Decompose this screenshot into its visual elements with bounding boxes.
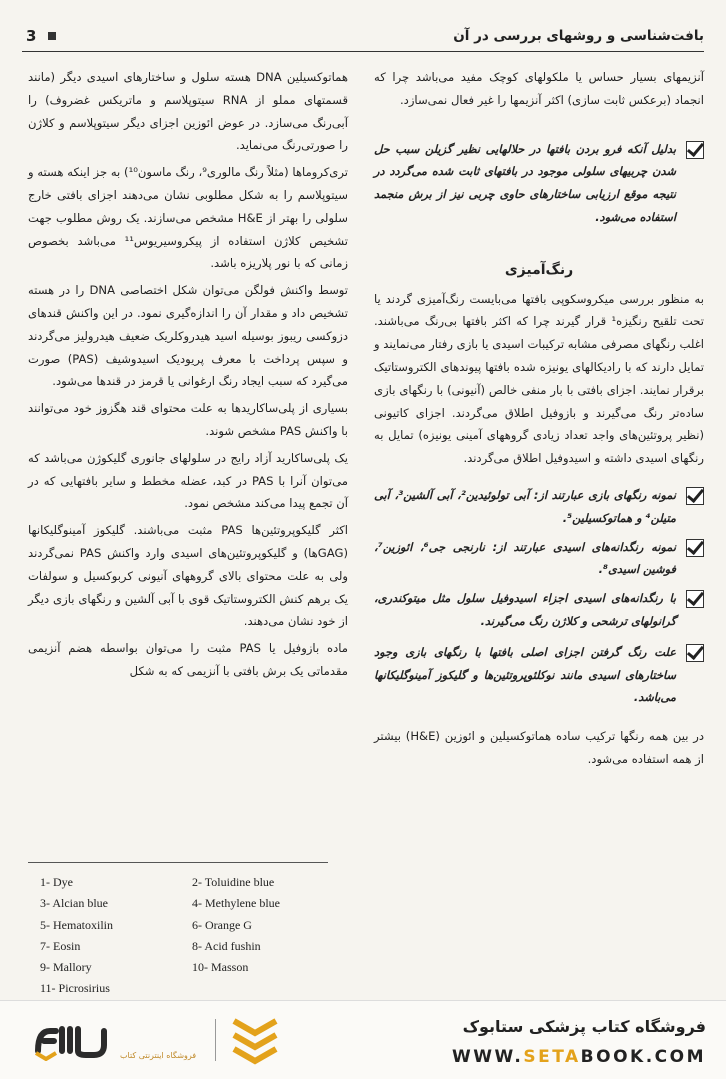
- page-number: 3: [26, 27, 37, 45]
- page-header: [22, 22, 704, 52]
- callout-text: بدلیل آنکه فرو بردن بافتها در حلالهایی نظیر گزیلن سبب حل شدن چربیهای سلولی موجود در بافتهای ثابت شده می‌گردد در نتیجه موقع ارزیابی ساختارهای حاوی چربی نیز از برش منجمد استفاده می‌شود.: [374, 141, 676, 224]
- footnote: 7- Eosin: [40, 938, 81, 953]
- paragraph: تری‌کروماها (مثلاً رنگ مالوری⁹، رنگ ماسون¹⁰) به جز اینکه هسته و سیتوپلاسم را به شکل مطلوبی نشان می‌دهند اجزای بافتی خارج سلولی را بهتر از H&E مشخص می‌سازند. یک روش مطلوب جهت تشخیص کلاژن استفاده از پیکروسیریوس¹¹ می‌باشد بخصوص زمانی که با نور پلاریزه باشد.: [28, 165, 349, 271]
- footnote: 9- Mallory: [40, 960, 92, 975]
- url-highlight: SETA: [523, 1047, 581, 1067]
- footnote: 3- Alcian blue: [40, 896, 108, 911]
- checkbox-icon: [686, 487, 704, 505]
- footnote: 2- Toluidine blue: [192, 875, 275, 889]
- checkbox-icon: [686, 141, 704, 159]
- paragraph: در بین همه رنگها ترکیب ساده هماتوکسیلین و ائوزین (H&E) بیشتر از همه استفاده می‌شود.: [374, 729, 704, 766]
- url-prefix: WWW.: [452, 1047, 524, 1067]
- paragraph: آنزیمهای بسیار حساس یا ملکولهای کوچک مفید می‌باشد چرا که انجماد (برعکس ثابت سازی) اکثر آنزیمها را غیر فعال نمی‌سازد.: [374, 70, 704, 107]
- footnote: 8- Acid fushin: [192, 938, 261, 953]
- banner-divider: [215, 1019, 216, 1061]
- paragraph: یک پلی‌ساکارید آزاد رایج در سلولهای جانوری گلیکوژن می‌باشد که می‌توان آنرا با PAS در کبد، عضله مخطط و سایر بافتهایی که در آن تجمع پیدا می‌کند مشخص نمود.: [28, 450, 348, 511]
- setabook-logo-icon: [34, 1021, 110, 1061]
- logo-subtitle: فروشگاه اینترنتی کتاب: [120, 1051, 197, 1060]
- left-column: [28, 66, 348, 687]
- footnote: 5- Hematoxilin: [40, 917, 113, 932]
- footnotes-odd: [40, 872, 113, 1000]
- paragraph: ماده بازوفیل یا PAS مثبت را می‌توان بواسطه هضم آنزیمی مقدماتی یک برش بافتی با آنزیمی که به شکل: [28, 641, 348, 678]
- paragraph: بسیاری از پلی‌ساکاریدها به علت محتوای قند هگزوز خود می‌توانند با واکنش PAS مشخص شوند.: [28, 401, 348, 438]
- callout-text: علت رنگ گرفتن اجزای اصلی بافتها با رنگهای بازی وجود ساختارهای اسیدی مانند نوکلئوپروتئین‌ها و گلیکوز آمینوگلیکانها می‌باشد.: [374, 644, 676, 705]
- footnote: 10- Masson: [192, 960, 249, 975]
- callout-note: [374, 484, 704, 530]
- callout-text: با رنگدانه‌های اسیدی اجزاء اسیدوفیل سلول مثل میتوکندری، گرانولهای ترشحی و کلاژن رنگ می‌گیرند.: [374, 591, 676, 628]
- store-banner[interactable]: [0, 1000, 726, 1079]
- paragraph: اکثر گلیکوپروتئین‌ها PAS مثبت می‌باشند. گلیکوز آمینوگلیکانها (GAGها) و گلیکوپروتئین‌های اسیدی وارد واکنش PAS نمی‌گردند ولی به علت محتوای بالای گروههای آنیونی کربوکسیل و سولفات یک برهم کنش الکتروستاتیک قوی با آبی آلشین و رنگهای بازی دیگر از خود نشان می‌دهند.: [28, 523, 348, 629]
- right-column: [374, 66, 704, 775]
- callout-text: نمونه رنگدانه‌های اسیدی عبارتند از: نارنجی جی⁶، ائوزین⁷، فوشین اسیدی⁸.: [374, 539, 677, 577]
- chevron-logo-icon: [230, 1015, 280, 1067]
- paragraph: هماتوکسیلین DNA هسته سلول و ساختارهای اسیدی دیگر (مانند قسمتهای مملو از RNA سیتوپلاسم و ماتریکس غضروف) را آبی‌رنگ می‌سازد. در عوض ائوزین اجزای دیگر سیتوپلاسم و کلاژن را صورتی‌رنگ می‌نماید.: [28, 70, 348, 153]
- paragraph: توسط واکنش فولگن می‌توان شکل اختصاصی DNA را در هسته تشخیص داد و مقدار آن را اندازه‌گیری نمود. در این واکنش قندهای دزوکسی ریبوز بوسیله اسید هیدروکلریک ضعیف هیدرولیز می‌گردند و سپس پرداخت با معرف پریودیک اسیدوشیف (PAS) صورت می‌گیرد که سبب ایجاد رنگ ارغوانی یا قرمز در قندها می‌شود.: [28, 283, 348, 389]
- section-title: رنگ‌آمیزی: [504, 261, 574, 278]
- footnote: 1- Dye: [40, 875, 73, 889]
- callout-note: [374, 641, 704, 709]
- footnote: 11- Picrosirius: [40, 981, 110, 996]
- footnote: 6- Orange G: [192, 917, 252, 932]
- footnotes-even: [192, 872, 280, 978]
- paragraph: به منظور بررسی میکروسکوپی بافتها می‌بایست رنگ‌آمیزی گردند یا تحت تلقیح رنگیزه¹ قرار گیرند چرا که اکثر بافتها بی‌رنگ می‌باشند. اغلب رنگهای مصرفی مشابه ترکیبات اسیدی یا بازی رفتار می‌نمایند و تمایل دارند که با رادیکالهای یونیزه شده بافتها پیوندهای الکتروستاتیک برقرار نمایند. اجزای بافتی با بار منفی خالص (آنیونی) با رنگهای بازی ساده‌تر رنگ می‌گیرند و بازوفیل اطلاق می‌گردند. اجزای کاتیونی (نظیر پروتئین‌های واجد تعداد زیادی گروههای آمینی یونیزه) تمایل به رنگهای اسیدی داشته و اسیدوفیل اطلاق می‌گردند.: [374, 291, 704, 466]
- running-title: بافت‌شناسی و روشهای بررسی در آن: [453, 28, 704, 44]
- footnote-divider: [28, 862, 328, 863]
- checkbox-icon: [686, 590, 704, 608]
- store-url-link[interactable]: [452, 1047, 706, 1067]
- callout-note: [374, 536, 704, 582]
- url-suffix: BOOK.COM: [580, 1047, 706, 1067]
- header-square-icon: [48, 32, 56, 40]
- checkbox-icon: [686, 644, 704, 662]
- shop-name: فروشگاه کتاب پزشکی ستابوک: [462, 1017, 706, 1036]
- callout-text: نمونه رنگهای بازی عبارتند از: آبی تولوئیدین²، آبی آلشین³، آبی متیلن⁴ و هماتوکسیلین⁵.: [374, 487, 676, 525]
- callout-note: [374, 138, 704, 229]
- footnote: 4- Methylene blue: [192, 896, 280, 911]
- checkbox-icon: [686, 539, 704, 557]
- callout-note: [374, 587, 704, 633]
